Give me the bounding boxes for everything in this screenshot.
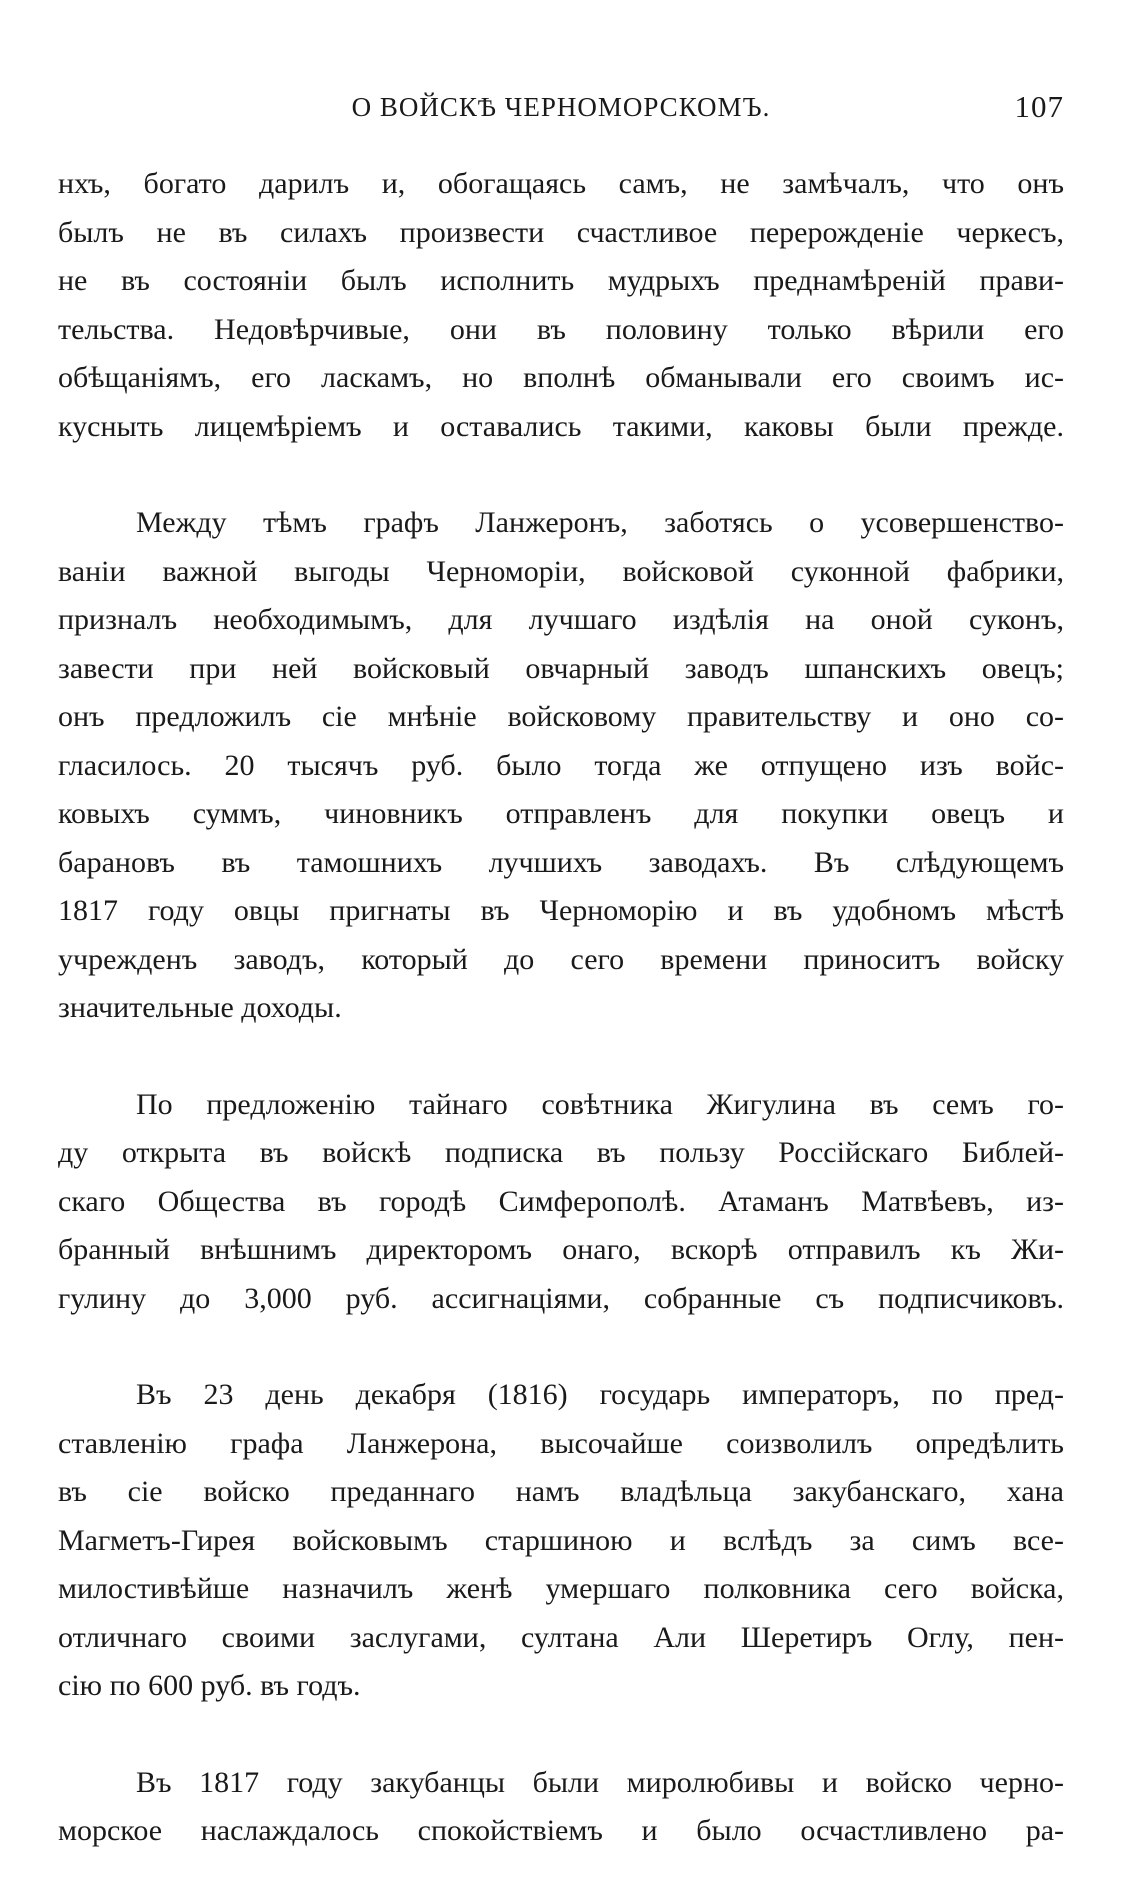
book-page bbox=[58, 0, 1064, 1878]
text-line: гласилось. 20 тысячъ руб. было тогда же отпущено изъ войс- bbox=[58, 748, 1064, 782]
text-line: гулину до 3,000 руб. ассигнаціями, собранные съ подписчиковъ. bbox=[58, 1281, 1064, 1315]
text-line: ваніи важной выгоды Черноморіи, войсковой суконной фабрики, bbox=[58, 554, 1064, 588]
paragraph-4 bbox=[58, 1371, 1064, 1711]
text-line: По предложенію тайнаго совѣтника Жигулина въ семъ го- bbox=[136, 1087, 1064, 1121]
text-line: милостивѣйше назначилъ женѣ умершаго полковника сего войска, bbox=[58, 1572, 1064, 1605]
text-line: нхъ, богато дарилъ и, обогащаясь самъ, не замѣчалъ, что онъ bbox=[58, 167, 1064, 200]
paragraph-3 bbox=[58, 1081, 1064, 1324]
text-line: учрежденъ заводъ, который до сего времени приноситъ войску bbox=[58, 942, 1064, 976]
text-line: Между тѣмъ графъ Ланжеронъ, заботясь о усовершенство- bbox=[136, 506, 1064, 539]
text-line: не въ состояніи былъ исполнить мудрыхъ преднамѣреній прави- bbox=[58, 264, 1064, 297]
text-line: тельства. Недовѣрчивые, они въ половину только вѣрили его bbox=[58, 312, 1064, 346]
page-number: 107 bbox=[1014, 89, 1064, 124]
text-line: морское наслаждалось спокойствіемъ и было осчастливлено ра- bbox=[58, 1814, 1064, 1847]
text-line: призналъ необходимымъ, для лучшаго издѣлія на оной суконъ, bbox=[58, 603, 1064, 636]
text-line: ду открыта въ войскѣ подписка въ пользу Россійскаго Библей- bbox=[58, 1136, 1064, 1169]
text-line: Магметъ-Гирея войсковымъ старшиною и вслѣдъ за симъ все- bbox=[58, 1523, 1064, 1557]
running-title: О ВОЙСКѢ ЧЕРНОМОРСКОМЪ. bbox=[351, 92, 771, 122]
text-line: завести при ней войсковый овчарный заводъ шпанскихъ овецъ; bbox=[58, 651, 1064, 685]
text-line: кусныть лицемѣріемъ и оставались такими, каковы были прежде. bbox=[58, 409, 1064, 443]
text-line: обѣщаніямъ, его ласкамъ, но вполнѣ обманывали его своимъ ис- bbox=[58, 361, 1064, 394]
text-line: 1817 году овцы пригнаты въ Черноморію и въ удобномъ мѣстѣ bbox=[58, 894, 1064, 927]
text-line: Въ 23 день декабря (1816) государь императоръ, по пред- bbox=[136, 1378, 1064, 1411]
running-header bbox=[58, 89, 1064, 128]
text-line: скаго Общества въ городѣ Симферополѣ. Атаманъ Матвѣевъ, из- bbox=[58, 1184, 1064, 1218]
text-line: онъ предложилъ сіе мнѣніе войсковому правительству и оно со- bbox=[58, 700, 1064, 733]
paragraph-1 bbox=[58, 160, 1064, 451]
text-line: барановъ въ тамошнихъ лучшихъ заводахъ. Въ слѣдующемъ bbox=[58, 845, 1064, 879]
paragraph-2 bbox=[58, 499, 1064, 1033]
text-line: бранный внѣшнимъ директоромъ онаго, вскорѣ отправилъ къ Жи- bbox=[58, 1233, 1064, 1266]
body-text bbox=[58, 160, 1064, 1856]
text-line: ставленію графа Ланжерона, высочайше соизволилъ опредѣлить bbox=[58, 1426, 1064, 1460]
text-line: Въ 1817 году закубанцы были миролюбивы и войско черно- bbox=[136, 1765, 1064, 1799]
text-line: ковыхъ суммъ, чиновникъ отправленъ для покупки овецъ и bbox=[58, 797, 1064, 830]
text-line: сію по 600 руб. въ годъ. bbox=[58, 1669, 361, 1702]
text-line: отличнаго своими заслугами, султана Али Шеретиръ Оглу, пен- bbox=[58, 1620, 1064, 1654]
text-line: былъ не въ силахъ произвести счастливое перерожденіе черкесъ, bbox=[58, 215, 1064, 249]
paragraph-5 bbox=[58, 1759, 1064, 1856]
text-line: значительные доходы. bbox=[58, 991, 342, 1024]
text-line: въ сіе войско преданнаго намъ владѣльца закубанскаго, хана bbox=[58, 1475, 1064, 1508]
